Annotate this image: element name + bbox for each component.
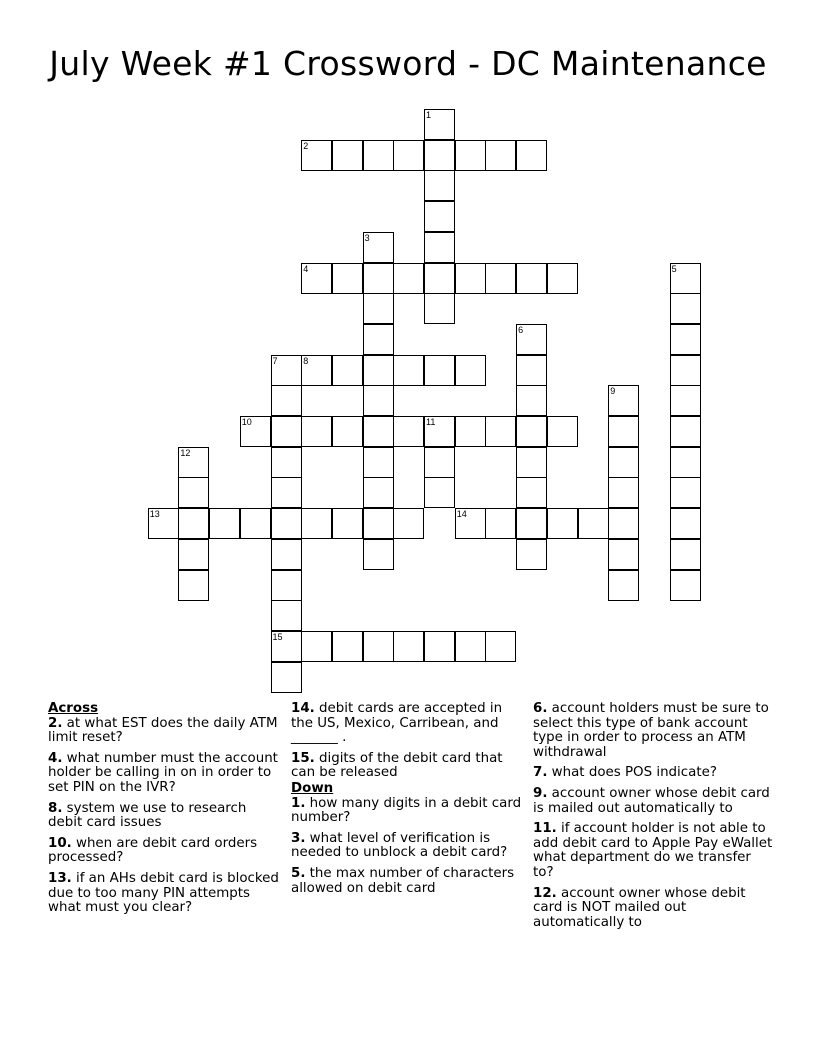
- grid-cell[interactable]: [608, 539, 639, 570]
- grid-cell[interactable]: [363, 508, 394, 539]
- grid-cell[interactable]: [424, 263, 455, 294]
- across-header: Across: [48, 701, 99, 716]
- grid-cell[interactable]: [424, 477, 455, 508]
- grid-cell[interactable]: [424, 631, 455, 662]
- grid-cell[interactable]: [393, 263, 424, 294]
- grid-cell[interactable]: [670, 355, 701, 386]
- grid-cell[interactable]: [516, 416, 547, 447]
- grid-cell[interactable]: [670, 447, 701, 478]
- clue-number: 8.: [48, 800, 63, 816]
- clue: [291, 702, 523, 746]
- grid-cell[interactable]: [363, 324, 394, 355]
- grid-cell[interactable]: [271, 508, 302, 539]
- grid-cell[interactable]: [485, 508, 516, 539]
- clue-number: 1: [426, 110, 432, 120]
- clue-number: 7.: [533, 765, 548, 781]
- clue: [291, 832, 523, 861]
- clue-number: 4.: [48, 750, 63, 766]
- grid-cell[interactable]: [424, 170, 455, 201]
- grid-cell[interactable]: [516, 140, 547, 171]
- down-header: Down: [291, 780, 334, 796]
- grid-cell[interactable]: [670, 570, 701, 601]
- grid-cell[interactable]: [455, 140, 486, 171]
- grid-cell[interactable]: [178, 477, 209, 508]
- grid-cell[interactable]: [424, 109, 455, 140]
- clue-number: 15.: [291, 750, 315, 766]
- clue-text: system we use to research debit card issues: [48, 800, 247, 831]
- grid-cell[interactable]: [516, 477, 547, 508]
- clue-number: 13.: [48, 870, 72, 886]
- grid-cell[interactable]: [516, 355, 547, 386]
- grid-cell[interactable]: [424, 140, 455, 171]
- clues-column-2: [291, 702, 523, 902]
- clue: [291, 867, 523, 896]
- grid-cell[interactable]: [363, 293, 394, 324]
- clue-text: how many digits in a debit card number?: [291, 795, 522, 826]
- clue-number: 9: [610, 386, 616, 397]
- grid-cell[interactable]: [547, 263, 578, 294]
- clue: [533, 702, 773, 760]
- clue: [48, 872, 280, 916]
- clue-text: debit cards are accepted in the US, Mexico, Carribean, and _______ .: [291, 701, 503, 746]
- grid-cell[interactable]: [271, 416, 302, 447]
- clue: [48, 752, 280, 796]
- clue-text: digits of the debit card that can be released: [291, 750, 503, 781]
- grid-cell[interactable]: [271, 539, 302, 570]
- clue-text: the max number of characters allowed on debit card: [291, 865, 515, 896]
- grid-cell[interactable]: [178, 539, 209, 570]
- grid-cell[interactable]: [608, 447, 639, 478]
- grid-cell[interactable]: [209, 508, 240, 539]
- clues-column-1: [48, 702, 280, 922]
- grid-cell[interactable]: [363, 416, 394, 447]
- grid-cell[interactable]: [608, 477, 639, 508]
- clue-number: 5.: [291, 865, 306, 881]
- clue-number: 15: [272, 631, 283, 642]
- clue: [48, 837, 280, 866]
- clue-number: 2.: [48, 715, 63, 731]
- grid-cell[interactable]: [271, 385, 302, 416]
- grid-cell[interactable]: [148, 508, 179, 539]
- clues-column-3: [533, 702, 773, 936]
- grid-cell[interactable]: [424, 232, 455, 263]
- clue-text: account owner whose debit card is NOT mailed out automatically to: [533, 885, 746, 930]
- grid-cell[interactable]: [424, 447, 455, 478]
- grid-cell[interactable]: [301, 631, 332, 662]
- grid-cell[interactable]: [178, 570, 209, 601]
- grid-cell[interactable]: [363, 447, 394, 478]
- grid-cell[interactable]: [271, 600, 302, 631]
- grid-cell[interactable]: [547, 416, 578, 447]
- grid-cell[interactable]: [485, 631, 516, 662]
- grid-cell[interactable]: [578, 508, 609, 539]
- grid-cell[interactable]: [455, 263, 486, 294]
- clue: [291, 752, 523, 781]
- clue-number: 8: [303, 355, 309, 366]
- grid-cell[interactable]: [301, 140, 332, 171]
- clue-text: what number must the account holder be calling in on in order to set PIN on the IVR?: [48, 750, 278, 795]
- grid-cell[interactable]: [670, 508, 701, 539]
- grid-cell[interactable]: [455, 355, 486, 386]
- grid-cell[interactable]: [332, 508, 363, 539]
- clue-number: 14.: [291, 701, 315, 716]
- grid-cell[interactable]: [516, 508, 547, 539]
- clue-number: 5: [671, 263, 677, 274]
- clue: [533, 822, 773, 880]
- clue-number: 14: [456, 509, 467, 520]
- clue-number: 12: [180, 447, 191, 458]
- clue-text: account owner whose debit card is mailed out automatically to: [533, 785, 770, 816]
- grid-cell[interactable]: [393, 416, 424, 447]
- clue-number: 3: [364, 232, 370, 243]
- grid-cell[interactable]: [455, 416, 486, 447]
- grid-cell[interactable]: [240, 416, 271, 447]
- grid-cell[interactable]: [271, 631, 302, 662]
- grid-cell[interactable]: [424, 355, 455, 386]
- grid-cell[interactable]: [363, 355, 394, 386]
- grid-cell[interactable]: [424, 201, 455, 232]
- grid-cell[interactable]: [178, 447, 209, 478]
- grid-cell[interactable]: [301, 416, 332, 447]
- clue-number: 2: [303, 140, 309, 151]
- clue-number: 1.: [291, 795, 306, 811]
- grid-cell[interactable]: [547, 508, 578, 539]
- grid-cell[interactable]: [670, 416, 701, 447]
- grid-cell[interactable]: [332, 140, 363, 171]
- grid-cell[interactable]: [363, 232, 394, 263]
- grid-cell[interactable]: [393, 508, 424, 539]
- clue-number: 13: [149, 509, 160, 520]
- clue: [533, 766, 773, 781]
- clue-number: 10: [241, 417, 252, 427]
- clue-text: when are debit card orders processed?: [48, 835, 258, 866]
- grid-cell[interactable]: [363, 477, 394, 508]
- grid-cell[interactable]: [393, 140, 424, 171]
- clue-text: account holders must be sure to select this type of bank account type in order to process an ATM withdrawal: [533, 701, 769, 760]
- clue-number: 12.: [533, 885, 557, 901]
- clue-text: if account holder is not able to add debit card to Apple Pay eWallet what department do we transfer to?: [533, 821, 773, 880]
- clue-number: 11.: [533, 821, 557, 837]
- grid-cell[interactable]: [363, 140, 394, 171]
- grid-cell[interactable]: [271, 570, 302, 601]
- grid-cell[interactable]: [670, 539, 701, 570]
- grid-cell[interactable]: [670, 324, 701, 355]
- grid-cell[interactable]: [608, 416, 639, 447]
- grid-cell[interactable]: [271, 447, 302, 478]
- grid-cell[interactable]: [332, 416, 363, 447]
- clue-number: 6: [518, 324, 524, 335]
- grid-cell[interactable]: [516, 263, 547, 294]
- grid-cell[interactable]: [608, 385, 639, 416]
- clue: [48, 717, 280, 746]
- page-title: July Week #1 Crossword - DC Maintenance: [49, 44, 767, 83]
- clue-number: 4: [303, 263, 309, 274]
- clue-number: 10.: [48, 835, 72, 851]
- grid-cell[interactable]: [424, 293, 455, 324]
- grid-cell[interactable]: [670, 293, 701, 324]
- grid-cell[interactable]: [670, 385, 701, 416]
- grid-cell[interactable]: [608, 570, 639, 601]
- grid-cell[interactable]: [332, 355, 363, 386]
- grid-cell[interactable]: [516, 539, 547, 570]
- grid-cell[interactable]: [516, 324, 547, 355]
- grid-cell[interactable]: [301, 508, 332, 539]
- grid-cell[interactable]: [301, 263, 332, 294]
- clue-number: 9.: [533, 785, 548, 801]
- clue-text: at what EST does the daily ATM limit reset?: [48, 715, 278, 746]
- grid-cell[interactable]: [485, 263, 516, 294]
- grid-cell[interactable]: [455, 631, 486, 662]
- clue: [48, 802, 280, 831]
- clue-number: 3.: [291, 830, 306, 846]
- grid-cell[interactable]: [332, 631, 363, 662]
- grid-cell[interactable]: [363, 385, 394, 416]
- grid-cell[interactable]: [178, 508, 209, 539]
- grid-cell[interactable]: [363, 263, 394, 294]
- grid-cell[interactable]: [424, 416, 455, 447]
- grid-cell[interactable]: [240, 508, 271, 539]
- clue-text: what level of verification is needed to unblock a debit card?: [291, 830, 508, 861]
- grid-cell[interactable]: [301, 355, 332, 386]
- grid-cell[interactable]: [363, 539, 394, 570]
- grid-cell[interactable]: [670, 263, 701, 294]
- grid-cell[interactable]: [455, 508, 486, 539]
- grid-cell[interactable]: [670, 477, 701, 508]
- grid-cell[interactable]: [393, 355, 424, 386]
- grid-cell[interactable]: [271, 355, 302, 386]
- clue-number: 6.: [533, 701, 548, 716]
- grid-cell[interactable]: [608, 508, 639, 539]
- clue: [291, 797, 523, 826]
- grid-cell[interactable]: [516, 385, 547, 416]
- grid-cell[interactable]: [393, 631, 424, 662]
- clue-number: 7: [272, 355, 278, 366]
- grid-cell[interactable]: [485, 416, 516, 447]
- clue-number: 11: [426, 417, 436, 427]
- grid-cell[interactable]: [516, 447, 547, 478]
- grid-cell[interactable]: [271, 662, 302, 693]
- clue-text: what does POS indicate?: [547, 765, 717, 781]
- clue-text: if an AHs debit card is blocked due to too many PIN attempts what must you clear?: [48, 870, 279, 916]
- grid-cell[interactable]: [332, 263, 363, 294]
- grid-cell[interactable]: [363, 631, 394, 662]
- grid-cell[interactable]: [485, 140, 516, 171]
- grid-cell[interactable]: [271, 477, 302, 508]
- clue: [533, 787, 773, 816]
- clue: [533, 887, 773, 931]
